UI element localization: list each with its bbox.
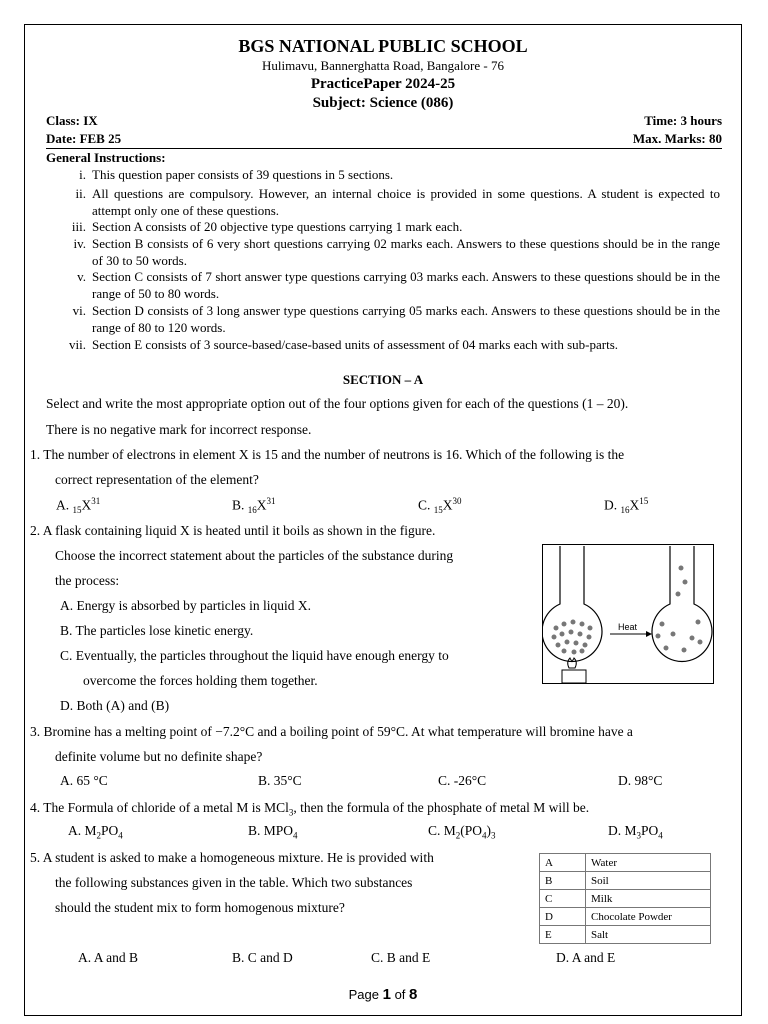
table-row: B Soil <box>540 872 711 890</box>
header-divider <box>46 148 722 149</box>
section-title: SECTION – A <box>342 372 424 387</box>
q5-option-c: C. B and E <box>371 950 431 965</box>
page-number: Page 1 of 8 <box>348 986 418 1003</box>
section-intro: Select and write the most appropriate option out of the four options given for each of the questions (1 – 20). <box>46 396 629 411</box>
q1-option-c: C. $_{15}X^{30}$ <box>418 496 462 516</box>
question-4: 4. The Formula of chloride of a metal M is MCl$_3$, then the formula of the phosphate of metal M will be. <box>30 800 590 818</box>
date-label: Date: FEB 25 <box>46 131 122 146</box>
subject-title: Subject: Science (086) <box>312 95 454 111</box>
q3-option-c: C. -26°C <box>438 773 487 788</box>
instruction-item: i. This question paper consists of 39 questions in 5 sections. <box>79 167 394 182</box>
instruction-item: vii. Section E consists of 3 source-based/case-based units of assessment of 04 marks each with sub-parts. <box>69 337 619 352</box>
instruction-item: vi. Section D consists of 3 long answer type questions carrying 05 marks each. Answers to these questions should be in the range of 80 to 120 words. <box>72 303 720 335</box>
table-row: C Milk <box>540 890 711 908</box>
q2-option-d: D. Both (A) and (B) <box>60 698 170 713</box>
q4-option-a: A. $M_2PO_4$ <box>68 823 123 841</box>
q3-option-a: A. 65 °C <box>60 773 108 788</box>
school-name: BGS NATIONAL PUBLIC SCHOOL <box>238 36 528 56</box>
q4-option-d: D. $M_3PO_4$ <box>608 823 663 841</box>
time-label: Time: 3 hours <box>644 113 722 128</box>
instructions-title: General Instructions: <box>46 150 166 165</box>
q5-option-a: A. A and B <box>78 950 139 965</box>
q3-option-b: B. 35°C <box>258 773 302 788</box>
q2-option-c: C. Eventually, the particles throughout the liquid have enough energy to <box>60 648 449 663</box>
q3-option-d: D. 98°C <box>618 773 663 788</box>
q1-option-b: B. $_{16}X^{31}$ <box>232 496 276 516</box>
question-1: 1. The number of electrons in element X is 15 and the number of neutrons is 16. Which of the following is the correct representation of the element? <box>30 447 625 487</box>
table-row: D Chocolate Powder <box>540 908 711 926</box>
instruction-item: ii. All questions are compulsory. However, an internal choice is provided in some questions. A student is expected to attempt only one of these questions. <box>75 186 720 218</box>
boiling-flask-figure <box>542 544 714 684</box>
question-2: 2. A flask containing liquid X is heated until it boils as shown in the figure. Choose the incorrect statement about the particles of the substance during the process: A. Energy is absorbed by particles in liquid X. B. The particles lose kinetic energy. C. Eventually, the particles throughout the liquid have enough energy to overcome the forces holding them together. D. Both (A) and (B) <box>30 518 530 718</box>
instruction-item: v. Section C consists of 7 short answer type questions carrying 03 marks each. Answers to these questions should be in the range of 50 to 80 words. <box>77 269 720 301</box>
school-address: Hulimavu, Bannerghatta Road, Bangalore - 76 <box>261 58 504 73</box>
instruction-item: iii. Section A consists of 20 objective type questions carrying 1 mark each. <box>71 219 463 234</box>
q4-option-b: B. $MPO_4$ <box>248 823 298 841</box>
class-label: Class: IX <box>46 113 98 128</box>
question-3: 3. Bromine has a melting point of −7.2°C and a boiling point of 59°C. At what temperature will bromine have a definite volume but no definite shape? <box>30 724 633 764</box>
heat-label: Heat <box>618 622 638 632</box>
q5-option-b: B. C and D <box>232 950 293 965</box>
table-row: E Salt <box>540 926 711 944</box>
table-row: A Water <box>540 854 711 872</box>
instruction-item: iv. Section B consists of 6 very short questions carrying 02 marks each. Answers to these questions should be in the range of 30 to 50 words. <box>73 236 720 268</box>
q2-option-a: A. Energy is absorbed by particles in liquid X. <box>60 598 311 613</box>
q2-option-b: B. The particles lose kinetic energy. <box>60 623 254 638</box>
q5-option-d: D. A and E <box>556 950 616 965</box>
section-note: There is no negative mark for incorrect response. <box>46 422 312 437</box>
substances-table <box>539 853 711 944</box>
q1-option-a: A. $_{15}X^{31}$ <box>56 496 101 516</box>
marks-label: Max. Marks: 80 <box>632 131 722 146</box>
q1-option-d: D. $_{16}X^{15}$ <box>604 496 649 516</box>
paper-title: PracticePaper 2024-25 <box>310 76 456 92</box>
q4-option-c: C. $M_2(PO_4)_3$ <box>428 823 496 841</box>
question-5: 5. A student is asked to make a homogeneous mixture. He is provided with the following substances given in the table. Which two substances should the student mix to form homogenous mixture? <box>30 850 434 915</box>
